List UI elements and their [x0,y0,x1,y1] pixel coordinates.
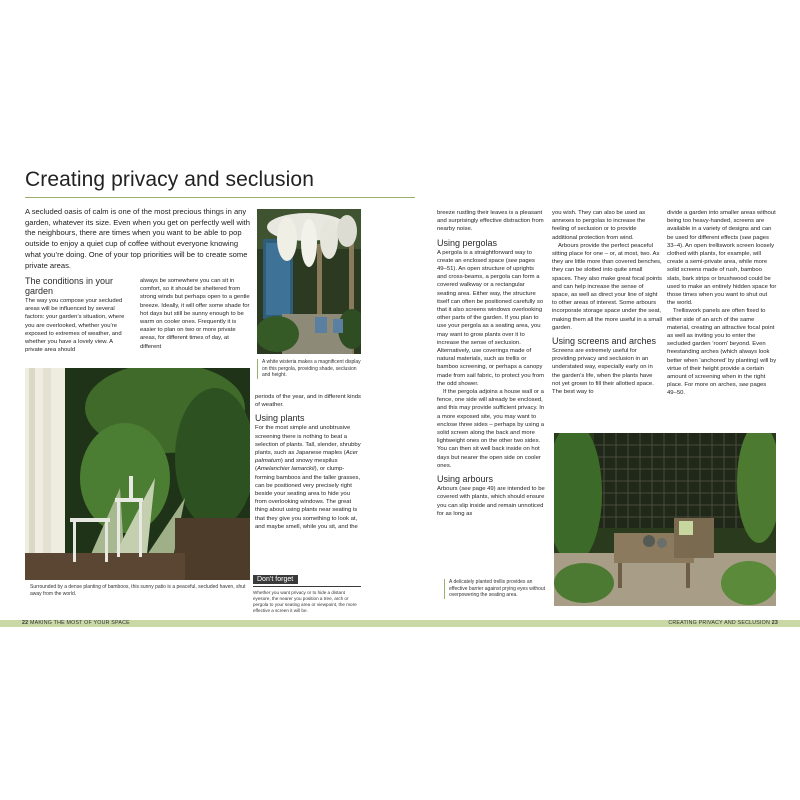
col6-p1: divide a garden into smaller areas without being too heavy-handed, screens are available in a variety of designs and can be used for different effects (see pages 33–4). An open trelliswork screen loosely clothed with plants, for example, will create a semi-private area, while more solid screens made of rush, bamboo slats, bark strips or brushwood could be used to make an entirely hidden space for those times when you want to shut out the world. [667,210,777,307]
title-rule [25,197,415,198]
column-1 [25,276,131,354]
bamboo-patio-photo [25,368,250,580]
footer-left [22,620,130,627]
wisteria-pergola-photo [257,209,361,354]
column-5 [552,209,662,396]
intro-paragraph: A secluded oasis of calm is one of the most precious things in any garden, whatever its size. Even when you get on perfectly well with the neighbours, there are times when you want to be able to pop outside to enjoy a quiet cup of coffee without everyone knowing what you’re doing. One of your top priorities will be to create some private areas. [25,207,250,270]
heading-using-pergolas: Using pergolas [437,237,498,248]
col1-body: The way you compose your secluded areas will be influenced by several factors: your garden’s situation, where you are overlooked, whether you’re exposed to extremes of weather, and whether you have a lovely view. A private area should [25,298,125,354]
column-3 [255,393,363,531]
page-title: Creating privacy and seclusion [25,168,314,191]
col6-p2: Trelliswork panels are often fixed to either side of an arch of the same material, creating an attractive focal point as well as inviting you to enter the secluded garden ‘room’ beyond. Even freestanding arches (which always look better when ‘anchored’ by planting) will by virtue of their height provide a certain amount of screening when in the right place. For more on arches, see pages 49–50. [667,308,777,397]
col5-p1: you wish. They can also be used as annexes to pergolas to increase the feeling of seclusion or to provide additional protection from wind. [552,210,646,241]
col4-p3: Arbours (see page 49) are intended to be covered with plants, which should ensure you can slip inside and remain unnoticed for as long as [437,486,545,517]
col4-p2: If the pergola adjoins a house wall or a fence, one side will already be enclosed, and this may provide sufficient privacy. In a more exposed site, you may want to enclose three sides – perhaps by using a solid screen along the back and more lightweight ones on the other two sides. You can then sit well back inside on hot days but nearer the open side on cooler ones. [437,389,545,469]
heading-using-plants: Using plants [255,413,305,424]
heading-conditions: The conditions in your garden [25,276,114,296]
col3-cont: periods of the year, and in different kinds of weather. [255,394,361,409]
col3-body: For the most simple and unobtrusive screening there is nothing to beat a selection of plants. Tall, slender, shrubby plants, such as Japanese maples (Acer palmatum) and snowy mespilus (Amelanchier lamarckii), or clump-forming bamboos and the taller grasses, can be positioned very precisely right beside your seating area to hide you from overlooking windows. The great thing about using plants near seating is that they give you something to look at, and maybe smell, while you sit, and the [255,425,361,530]
page-number-left: 22 [22,620,29,626]
dont-forget-title: Don’t forget [253,575,298,584]
heading-screens-arches: Using screens and arches [552,336,657,347]
col5-p3: Screens are extremely useful for providing privacy and seclusion in an understated way, especially early on in the garden’s life, when the plants have not yet grown to fill their allotted space. The best way to [552,348,654,396]
column-6 [667,209,777,398]
col5-p2: Arbours provide the perfect peaceful sitting place for one – or, at most, two. As they are little more than covered benches, they can be slotted into quite small spaces. They also make great focal points and can help increase the sense of space, as well as direct your line of sight to other areas of interest. Some arbours incorporate storage space under the seat, making them all the more useful in a small garden. [552,242,663,331]
caption-bamboo: Surrounded by a dense planting of bamboos, this sunny patio is a peaceful, secluded haven, shut away from the world. [30,584,246,597]
column-4 [437,209,545,518]
col4-cont: breeze rustling their leaves is a pleasant and surprisingly effective distraction from nearby noise. [437,210,544,233]
caption-trellis: A delicately planted trellis provides an effective barrier against prying eyes without overpowering the seating area. [444,579,549,599]
dont-forget-rule [253,586,361,587]
footer-left-label: MAKING THE MOST OF YOUR SPACE [29,620,130,626]
dont-forget-body: Whether you want privacy or to hide a distant eyesore, the nearer you position a tree, arch or pergola to your seating area or viewpoint, the more effective a screen it will be. [253,590,357,613]
dont-forget-box [253,568,361,614]
footer-right [668,620,778,627]
footer-right-label: CREATING PRIVACY AND SECLUSION [668,620,771,626]
caption-wisteria: A white wisteria makes a magnificent display on this pergola, providing shade, seclusion and height. [257,359,362,379]
heading-using-arbours: Using arbours [437,474,494,485]
trellis-seating-photo [554,433,776,606]
col4-p1: A pergola is a straightforward way to create an enclosed space (see pages 49–51). An open structure of uprights and cross-beams, a pergola can form a covered walkway or a rectangular seating area. Either way, the structure itself can often be positioned carefully so that it also screens windows overlooking other parts of the garden. If you plan to use your pergola as a seating area, you may want to grow plants over it to increase the sense of seclusion. Alternatively, use coverings made of natural materials, such as trellis or bamboo screening, or perhaps a canopy made from sail fabric, to protect you from the odd shower. [437,249,545,387]
page-number-right: 23 [771,620,778,626]
column-2 [140,277,250,351]
col2-body: always be somewhere you can sit in comfort, so it should be sheltered from strong winds but perhaps open to a gentle breeze. Ideally, it will offer some shade for hot days but still be sunny enough to be warm on cooler ones. Frequently it is easier to plan on two or more private areas, for different times of day, at different [140,278,250,350]
